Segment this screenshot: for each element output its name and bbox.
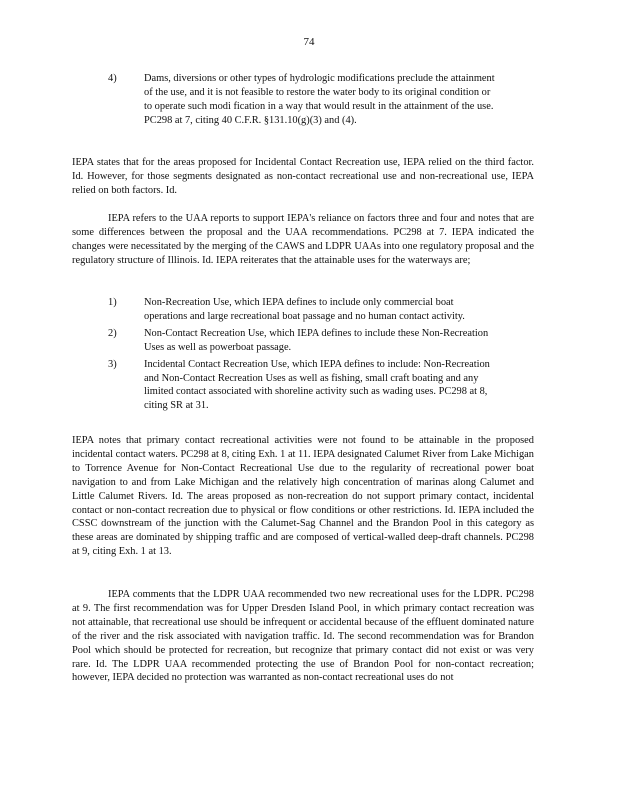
list-item <box>108 358 498 414</box>
body-text <box>72 588 534 685</box>
quote-list <box>108 72 498 131</box>
list-item-text: Incidental Contact Recreation Use, which IEPA defines to include: Non-Recreation and Non-Contact Recreation Uses as well as fishing, small craft boating and any limited contact associated with shoreline activity such as wading uses. PC298 at 8, citing SR at 31. <box>144 358 490 412</box>
list-item <box>108 72 498 128</box>
list-item-text: Non-Recreation Use, which IEPA defines to include only commercial boat operations and large recreational boat passage and no human contact activity. <box>144 297 465 322</box>
paragraph: IEPA comments that the LDPR UAA recommended two new recreational uses for the LDPR. PC298 at 9. The first recommendation was for Upper Dresden Island Pool, in which primary contact recreation was not attainable, that recreational use should be infrequent or accidental because of the effluent dominated nature of the river and the risk associated with navigation traffic. Id. The second recommendation was for Brandon Pool which should be protected for recreation, but recognize that primary contact did not exist or was very rare. Id. The LDPR UAA recommended protecting the use of Brandon Pool for non-contact recreation; however, IEPA decided no protection was warranted as non-contact recreational uses do not <box>72 589 534 684</box>
paragraph: IEPA notes that primary contact recreational activities were not found to be attainable in the proposed incidental contact waters. PC298 at 8, citing Exh. 1 at 11. IEPA designated Calumet River from Lake Michigan to Torrence Avenue for Non-Contact Recreational Use due to the regularity of recreational power boat navigation to and from Lake Michigan and the relatively high concentration of marinas along Calumet and Little Calumet Rivers. Id. The areas proposed as non-recreation do not support primary contact, incidental contact or non-contact recreation due to physical or flow conditions or other restrictions. Id. IEPA included the CSSC downstream of the junction with the Calumet-Sag Channel and the Brandon Pool in this category as these areas are dominated by shipping traffic and are composed of vertical-walled deep-draft channels. PC298 at 9, citing Exh. 1 at 13. <box>72 435 534 558</box>
uses-list <box>108 296 498 416</box>
list-item <box>108 296 498 324</box>
body-text <box>72 156 534 198</box>
paragraph: IEPA refers to the UAA reports to support IEPA's reliance on factors three and four and notes that are some differences between the proposal and the UAA recommendations. PC298 at 7. IEPA indicated the changes were necessitated by the merging of the CAWS and LDPR UAAs into one regulatory proposal and the regulatory structure of Illinois. Id. IEPA reiterates that the attainable uses for the waterways are; <box>72 213 534 266</box>
list-item-number: 2) <box>108 327 117 339</box>
page-number: 74 <box>303 36 315 48</box>
list-item-number: 4) <box>108 73 117 84</box>
list-item-number: 1) <box>108 297 117 308</box>
paragraph: IEPA states that for the areas proposed for Incidental Contact Recreation use, IEPA relied on the third factor. Id. However, for those segments designated as non-contact recreational use and non-recreational use, IEPA relied on both factors. Id. <box>72 157 534 196</box>
list-item-text: Dams, diversions or other types of hydrologic modifications preclude the attainment of the use, and it is not feasible to restore the water body to its original condition or to operate such modi fication in a way that would result in the attainment of the use. PC298 at 7, citing 40 C.F.R. §131.10(g)(3) and (4). <box>144 73 495 126</box>
list-item-text: Non-Contact Recreation Use, which IEPA defines to include these Non-Recreation Uses as well as powerboat passage. <box>144 327 489 353</box>
list-item-number: 3) <box>108 358 117 370</box>
list-item <box>108 327 498 355</box>
body-text <box>72 212 534 268</box>
body-text <box>72 434 534 559</box>
